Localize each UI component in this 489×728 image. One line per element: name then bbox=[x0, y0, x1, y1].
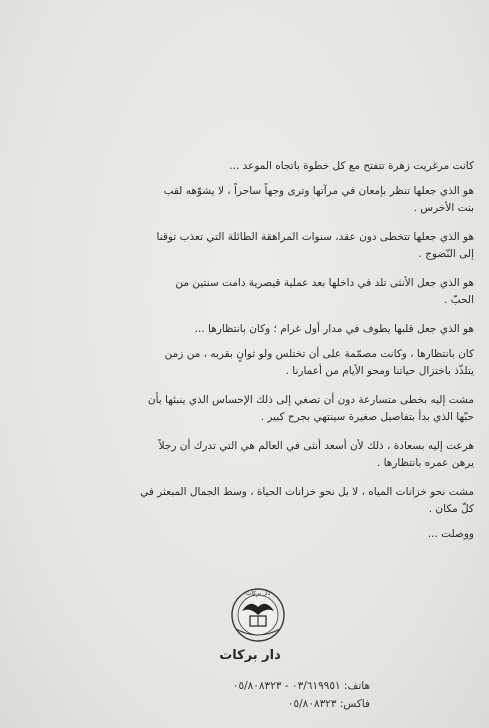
contact-info bbox=[150, 677, 370, 713]
text-line: إلى النّضوج . bbox=[418, 248, 474, 260]
paragraph bbox=[58, 229, 474, 263]
text-line: هو الذي جعلها تتخطى دون عقد، سنوات المراهقة الطائلة التي تعذب توقنا bbox=[156, 231, 474, 243]
paragraph bbox=[58, 183, 474, 217]
text-line: يرهن عمره بانتظارها . bbox=[376, 457, 474, 469]
paragraph bbox=[58, 484, 474, 518]
paragraph bbox=[58, 321, 474, 338]
paragraph bbox=[58, 438, 474, 472]
phone-line: هاتف: ٠٣/٦١٩٩٥١ - ٠٥/٨٠٨٣٢٣ bbox=[232, 680, 370, 692]
text-line: كان بانتظارها ، وكانت مصمّمة على أن تختلس ولو ثوانٍ بقربه ، من زمن bbox=[164, 348, 474, 360]
publisher-logo bbox=[222, 585, 294, 645]
text-line: هو الذي جعل الأنثى تلد في داخلها بعد عملية قيصرية دامت سنتين من bbox=[175, 277, 474, 289]
text-line: مشت إليه بخطى متسارعة دون أن تصغي إلى ذلك الإحساس الذي ينبئها بأن bbox=[147, 394, 474, 406]
body-text bbox=[58, 158, 474, 555]
text-line: هرعت إليه بسعادة ، ذلك لأن أسعد أنثى في العالم هي التي تدرك أن رجلاً bbox=[158, 440, 474, 452]
text-line: هو الذي جعل قلبها يطوف في مدار أول غرام ؛ وكان بانتظارها ... bbox=[194, 323, 474, 335]
text-line: مشت نحو خزانات المياه ، لا بل نحو خزانات الحياة ، وسط الجمال المبعثر في bbox=[140, 486, 474, 498]
text-line: الحبّ . bbox=[444, 294, 474, 306]
logo-text: دار بركات bbox=[245, 590, 271, 597]
text-line: كلّ مكان . bbox=[428, 503, 474, 515]
fax-line: فاكس: ٠٥/٨٠٨٣٢٣ bbox=[287, 698, 370, 710]
paragraph bbox=[58, 392, 474, 426]
text-line: ووصلت ... bbox=[427, 528, 474, 540]
text-line: حبّها الذي بدأ بتفاصيل صغيرة سينتهي بجرح كبير . bbox=[260, 411, 474, 423]
paragraph bbox=[58, 346, 474, 380]
paragraph bbox=[58, 526, 474, 543]
publisher-name: دار بركات bbox=[219, 648, 281, 663]
text-line: هو الذي جعلها تنظر بإمعان في مرآتها وترى وجهاً ساحراً ، لا يشوّهه لقب bbox=[163, 185, 474, 197]
text-line: كانت مرغريت زهرة تتفتح مع كل خطوة باتجاه الموعد ... bbox=[229, 160, 474, 172]
paragraph bbox=[58, 275, 474, 309]
text-line: بنت الأخرس . bbox=[413, 202, 474, 214]
paragraph bbox=[58, 158, 474, 175]
text-line: يتلذّذ باختزال حياتنا ومحو الأيام من أعمارنا . bbox=[285, 365, 474, 377]
